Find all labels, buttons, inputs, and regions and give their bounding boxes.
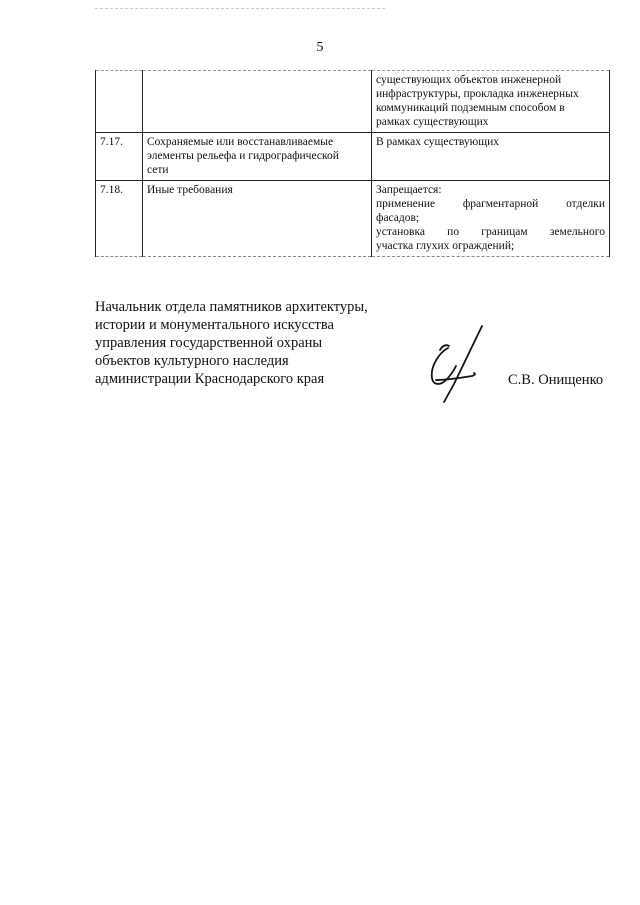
row-number-cell: 7.17. [96,133,143,181]
parameter-line: Иные требования [147,184,233,196]
requirement-line: установка по границам земельного [376,226,605,238]
page-number: 5 [316,40,324,55]
requirement-line: рамках существующих [376,116,489,128]
requirement-line: применение фрагментарной отделки [376,198,605,210]
parameter-line: элементы рельефа и гидрографической [147,150,339,162]
table-row [96,71,610,133]
row-number-cell: 7.18. [96,181,143,257]
requirement-line: существующих объектов инженерной [376,74,562,86]
row-number-cell [96,71,143,133]
parameter-cell [143,71,372,133]
position-line: управления государственной охраны [95,335,323,351]
requirements-table [95,70,610,257]
requirement-cell [372,181,610,257]
signatory-position [95,298,395,388]
scan-edge-mark [95,8,385,9]
position-line: объектов культурного наследия [95,353,289,369]
requirement-line: Запрещается: [376,184,442,196]
requirement-line: инфраструктуры, прокладка инженерных [376,88,579,100]
position-line: истории и монументального искусства [95,317,334,333]
parameter-line: сети [147,164,169,176]
signer-name: С.В. Онищенко [508,372,604,388]
requirement-cell [372,71,610,133]
table-row [96,181,610,257]
parameter-cell [143,133,372,181]
requirement-line: коммуникаций подземным способом в [376,102,565,114]
requirement-line: участка глухих ограждений; [376,240,515,252]
requirement-cell [372,133,610,181]
requirement-line: фасадов; [376,212,420,224]
table-row [96,133,610,181]
parameter-line: Сохраняемые или восстанавливаемые [147,136,334,148]
position-line: Начальник отдела памятников архитектуры, [95,299,368,315]
requirement-line: В рамках существующих [376,136,500,148]
handwritten-signature [418,322,498,404]
position-line: администрации Краснодарского края [95,371,325,387]
parameter-cell [143,181,372,257]
